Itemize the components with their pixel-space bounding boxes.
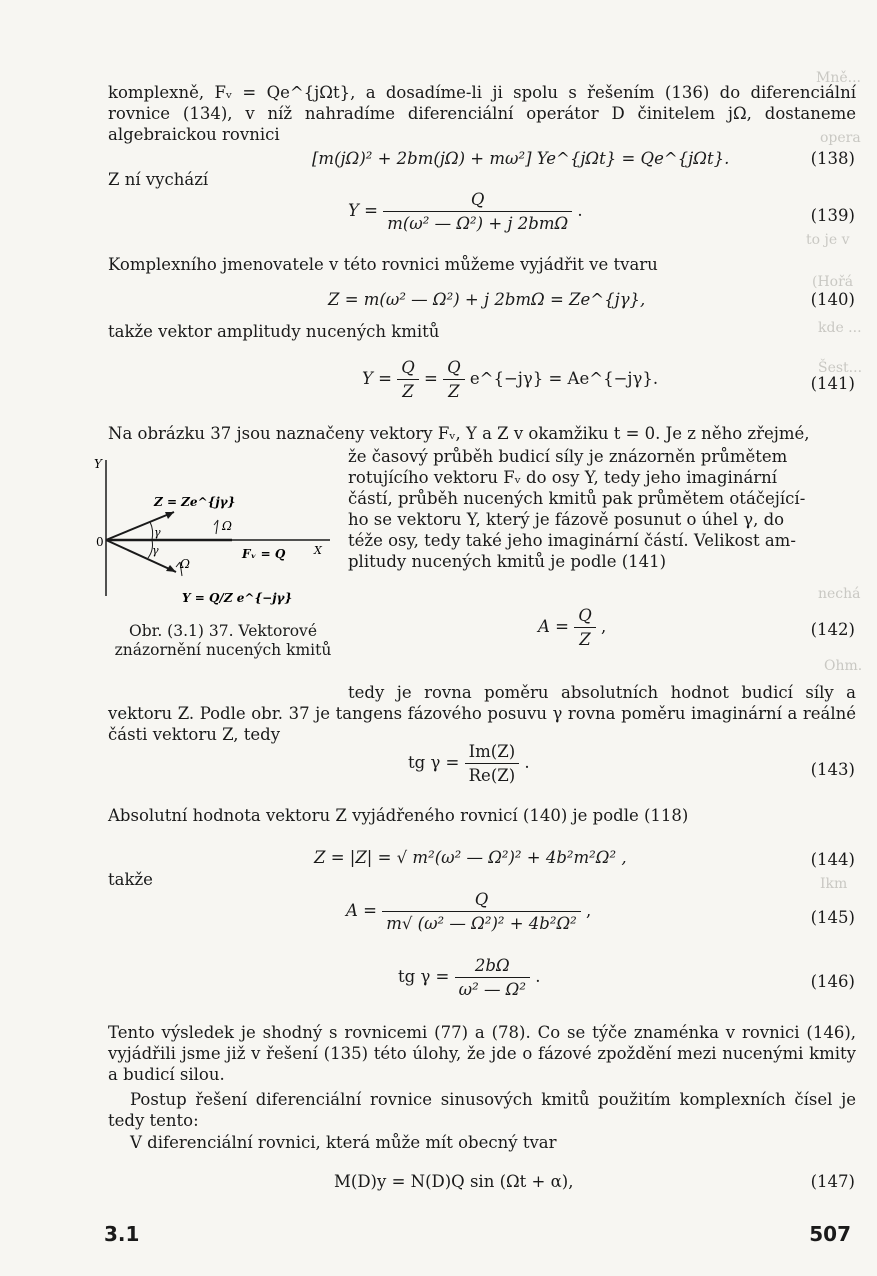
equation-number: (147) (810, 1172, 855, 1191)
equation-number: (141) (810, 374, 855, 393)
y-vector (106, 540, 176, 572)
text-line: rotujícího vektoru Fᵥ do osy Y, tedy jeho imaginární (348, 468, 778, 487)
ghost-text: opera (820, 130, 861, 146)
equation-number: (144) (810, 850, 855, 869)
ghost-text: Šest... (818, 360, 863, 376)
ghost-text: nechá (818, 586, 861, 602)
angle-arc (150, 522, 153, 540)
figure-caption: Obr. (3.1) 37. Vektorové znázornění nucených kmitů (114, 622, 332, 659)
text-line: takže (108, 870, 153, 889)
y-vector-label: Y = Q/Z e^{−jγ} (182, 591, 293, 605)
equation-number: (138) (810, 149, 855, 168)
equation-140: Z = m(ω² — Ω²) + j 2bmΩ = Ze^{jγ}, (328, 290, 646, 309)
text-line: Z ní vychází (108, 170, 209, 189)
text-line: takže vektor amplitudy nucených kmitů (108, 322, 440, 341)
ghost-text: kde ... (818, 320, 862, 336)
equation-number: (145) (810, 908, 855, 927)
text-line: plitudy nucených kmitů je podle (141) (348, 552, 667, 571)
equation-145: A = $\frac{Q}{\text{m√ (ω² — Ω²)² + 4b²Ω²}}$ , (346, 890, 592, 933)
origin-label: 0 (96, 535, 104, 549)
paragraph-v: V diferenciální rovnici, která může mít obecný tvar (130, 1133, 557, 1152)
axis-label-y: Y (94, 457, 102, 471)
axis-label-x: X (314, 544, 322, 557)
equation-147: M(D)y = N(D)Q sin (Ωt + α), (334, 1172, 574, 1191)
equation-number: (139) (810, 206, 855, 225)
equation-142: A = $\frac{Q}{Z}$ , (538, 606, 607, 649)
paragraph-figure-text (348, 446, 856, 572)
text-line: částí, průběh nucených kmitů pak průmětem otáčející- (348, 489, 806, 508)
paragraph-tedy: tedy je rovna poměru absolutních hodnot budicí síly a vektoru Z. Podle obr. 37 je tangens fázového posuvu γ rovna poměru imaginární a reálné části vektoru Z, tedy (108, 683, 856, 744)
equation-143: tg γ = $\frac{Im(Z)}{Re(Z)}$ . (408, 742, 530, 785)
equation-number: (143) (810, 760, 855, 779)
z-vector-label: Z = Ze^{jγ} (154, 495, 236, 509)
paragraph-tento: Tento výsledek je shodný s rovnicemi (77) a (78). Co se týče znaménka v rovnici (146), vyjádřili jsme již v řešení (135) této úlohy, že jde o fázové zpoždění mezi nucenými kmity a budicí silou. (108, 1023, 856, 1084)
ghost-text: Ikm (820, 876, 848, 892)
omega-label: Ω (180, 557, 190, 571)
gamma-label: γ (152, 544, 159, 557)
ghost-text: to je v (806, 232, 850, 248)
page-number: 507 (809, 1222, 851, 1246)
equation-144: Z = |Z| = √ m²(ω² — Ω²)² + 4b²m²Ω² , (314, 848, 627, 867)
paragraph-postup: Postup řešení diferenciální rovnice sinusových kmitů použitím komplexních čísel je tedy tento: (108, 1090, 856, 1130)
equation-141: Y = $\frac{Q}{Z}$ = $\frac{Q}{Z}$ e^{−jγ} = Ae^{−jγ}. (362, 358, 659, 401)
text-line: Komplexního jmenovatele v této rovnici můžeme vyjádřit ve tvaru (108, 255, 658, 274)
equation-number: (146) (810, 972, 855, 991)
text-line: Absolutní hodnota vektoru Z vyjádřeného rovnicí (140) je podle (118) (108, 806, 689, 825)
text-line: ho se vektoru Y, který je fázově posunut o úhel γ, do (348, 510, 785, 529)
equation-138: [m(jΩ)² + 2bm(jΩ) + mω²] Ye^{jΩt} = Qe^{jΩt}. (312, 149, 730, 168)
equation-146: tg γ = $\frac{2b\Omega}{\text{ω² — Ω²}}$ . (398, 956, 541, 999)
f-vector-label: Fᵥ = Q (242, 547, 286, 561)
paragraph-intro: komplexně, Fᵥ = Qe^{jΩt}, a dosadíme-li ji spolu s řešením (136) do diferenciální rovnice (134), v níž nahradíme diferenciální operátor D činitelem jΩ, dostaneme algebraickou rovnici (108, 83, 856, 144)
ghost-text: Mně... (816, 70, 861, 86)
equation-139: Y = $\frac{Q}{\text{m(ω² — Ω²) + j 2bmΩ}}$ . (348, 190, 583, 233)
rotation-arrow (214, 520, 218, 534)
text-line: téže osy, tedy také jeho imaginární částí. Velikost am- (348, 531, 796, 550)
vector-figure (92, 450, 342, 620)
equation-number: (142) (810, 620, 855, 639)
section-number: 3.1 (104, 1222, 140, 1246)
ghost-text: Ohm. (824, 658, 863, 674)
gamma-label: γ (154, 526, 161, 539)
text-line: Na obrázku 37 jsou naznačeny vektory Fᵥ, Y a Z v okamžiku t = 0. Je z něho zřejmé, (108, 424, 810, 443)
equation-number: (140) (810, 290, 855, 309)
ghost-text: (Hořá (812, 274, 854, 290)
omega-label: Ω (222, 519, 232, 533)
z-vector (106, 512, 174, 540)
text-line: že časový průběh budicí síly je znázorněn průmětem (348, 447, 788, 466)
